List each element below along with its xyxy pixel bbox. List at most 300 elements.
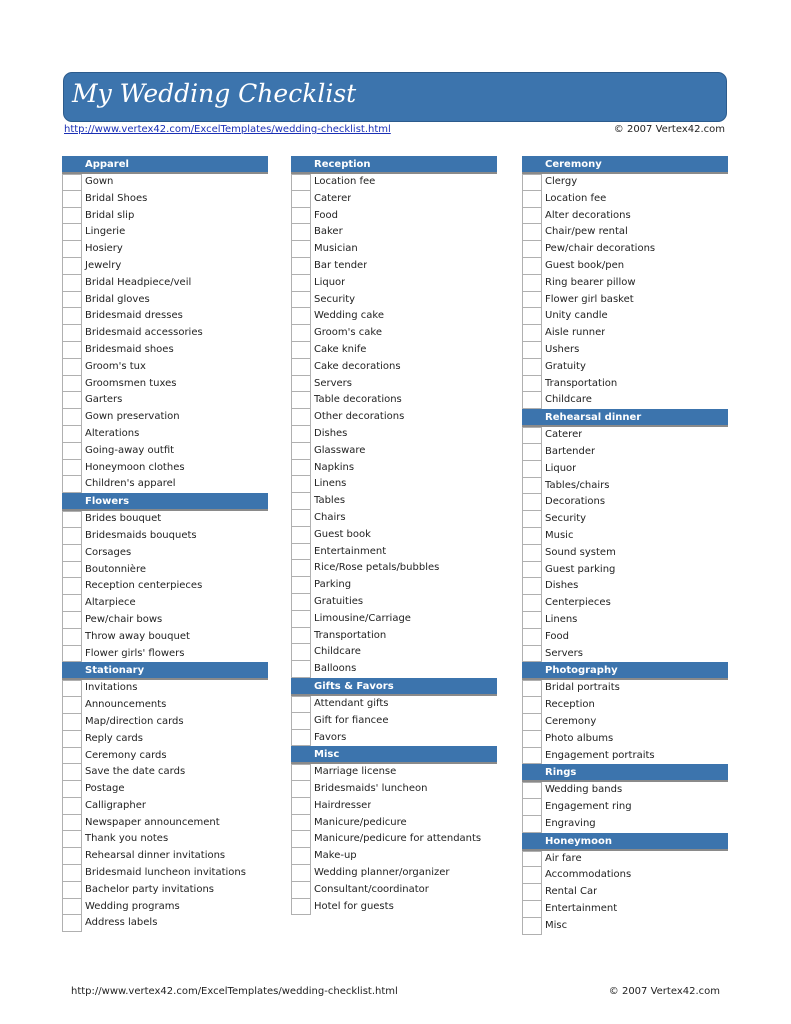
checklist-item — [62, 629, 268, 646]
checklist-item — [291, 342, 497, 359]
item-checkbox[interactable] — [62, 629, 82, 646]
checklist-item — [291, 443, 497, 460]
checklist-item — [522, 901, 728, 918]
item-label: Gift for fiancee — [314, 714, 389, 726]
item-checkbox[interactable] — [62, 308, 82, 325]
item-checkbox[interactable] — [291, 241, 311, 258]
item-checkbox[interactable] — [291, 764, 311, 781]
item-label: Gratuities — [314, 595, 364, 607]
checklist-item — [522, 562, 728, 579]
checklist-item — [62, 376, 268, 393]
item-checkbox[interactable] — [522, 275, 542, 292]
item-checkbox[interactable] — [62, 646, 82, 663]
checklist-item — [522, 799, 728, 816]
item-checkbox[interactable] — [291, 342, 311, 359]
checklist-item — [522, 478, 728, 495]
item-label: Bar tender — [314, 259, 368, 271]
checklist-item — [291, 544, 497, 561]
item-label: Attendant gifts — [314, 697, 389, 709]
item-checkbox[interactable] — [522, 851, 542, 868]
item-checkbox[interactable] — [291, 409, 311, 426]
item-label: Bridesmaids' luncheon — [314, 783, 428, 795]
checklist-item — [522, 444, 728, 461]
checklist-item — [522, 325, 728, 342]
checklist-item — [522, 612, 728, 629]
item-checkbox[interactable] — [291, 308, 311, 325]
checklist-item — [62, 646, 268, 663]
checklist-item — [62, 612, 268, 629]
checklist-item — [291, 476, 497, 493]
item-label: Bridesmaid luncheon invitations — [85, 867, 246, 879]
section-header: Honeymoon — [522, 833, 728, 851]
item-checkbox[interactable] — [291, 325, 311, 342]
item-checkbox[interactable] — [291, 661, 311, 678]
item-checkbox[interactable] — [522, 578, 542, 595]
item-label: Baker — [314, 226, 343, 238]
section-header: Flowers — [62, 493, 268, 511]
item-checkbox[interactable] — [62, 392, 82, 409]
item-label: Postage — [85, 783, 125, 795]
item-checkbox[interactable] — [522, 731, 542, 748]
item-label: Decorations — [545, 496, 606, 508]
item-checkbox[interactable] — [291, 815, 311, 832]
item-checkbox[interactable] — [522, 901, 542, 918]
item-label: Aisle runner — [545, 327, 606, 339]
item-checkbox[interactable] — [62, 680, 82, 697]
item-checkbox[interactable] — [62, 275, 82, 292]
item-checkbox[interactable] — [62, 697, 82, 714]
item-label: Bridesmaid accessories — [85, 327, 203, 339]
item-checkbox[interactable] — [62, 528, 82, 545]
item-checkbox[interactable] — [522, 816, 542, 833]
checklist-item — [62, 460, 268, 477]
item-checkbox[interactable] — [62, 224, 82, 241]
item-label: Wedding bands — [545, 784, 623, 796]
checklist-item — [62, 443, 268, 460]
checklist-item — [522, 714, 728, 731]
checklist-item — [522, 528, 728, 545]
checklist-item — [291, 510, 497, 527]
item-checkbox[interactable] — [522, 342, 542, 359]
item-checkbox[interactable] — [291, 275, 311, 292]
item-checkbox[interactable] — [62, 258, 82, 275]
item-checkbox[interactable] — [522, 359, 542, 376]
item-checkbox[interactable] — [522, 782, 542, 799]
item-checkbox[interactable] — [62, 460, 82, 477]
item-checkbox[interactable] — [291, 831, 311, 848]
checklist-item — [522, 461, 728, 478]
item-checkbox[interactable] — [62, 443, 82, 460]
checklist-item — [291, 426, 497, 443]
item-checkbox[interactable] — [291, 191, 311, 208]
item-label: Favors — [314, 731, 347, 743]
checklist-item — [291, 527, 497, 544]
item-checkbox[interactable] — [62, 578, 82, 595]
item-checkbox[interactable] — [291, 644, 311, 661]
item-label: Corsages — [85, 546, 132, 558]
checklist-item — [62, 258, 268, 275]
item-label: Rental Car — [545, 886, 598, 898]
item-label: Balloons — [314, 663, 357, 675]
item-checkbox[interactable] — [291, 443, 311, 460]
item-checkbox[interactable] — [62, 781, 82, 798]
item-label: Bridesmaids bouquets — [85, 529, 197, 541]
item-checkbox[interactable] — [291, 560, 311, 577]
checklist-item — [62, 409, 268, 426]
item-label: Chair/pew rental — [545, 226, 628, 238]
item-label: Reception — [545, 699, 595, 711]
item-checkbox[interactable] — [522, 545, 542, 562]
title-banner — [63, 72, 727, 122]
checklist-item — [62, 798, 268, 815]
item-label: Centerpieces — [545, 597, 611, 609]
checklist-item — [291, 392, 497, 409]
item-label: Food — [314, 209, 338, 221]
page-title: My Wedding Checklist — [72, 79, 357, 108]
item-checkbox[interactable] — [62, 915, 82, 932]
item-label: Linens — [314, 478, 347, 490]
item-label: Groomsmen tuxes — [85, 377, 177, 389]
checklist-item — [522, 342, 728, 359]
item-checkbox[interactable] — [62, 612, 82, 629]
checklist-item — [291, 628, 497, 645]
item-label: Guest parking — [545, 563, 616, 575]
item-checkbox[interactable] — [62, 764, 82, 781]
item-checkbox[interactable] — [522, 308, 542, 325]
item-checkbox[interactable] — [522, 478, 542, 495]
item-checkbox[interactable] — [291, 611, 311, 628]
item-label: Dishes — [545, 580, 579, 592]
item-checkbox[interactable] — [291, 359, 311, 376]
item-checkbox[interactable] — [522, 392, 542, 409]
checklist-column-3 — [522, 156, 728, 935]
item-checkbox[interactable] — [522, 427, 542, 444]
item-label: Ceremony — [545, 715, 597, 727]
item-checkbox[interactable] — [291, 460, 311, 477]
item-label: Thank you notes — [85, 833, 169, 845]
item-checkbox[interactable] — [522, 376, 542, 393]
item-label: Boutonnière — [85, 563, 147, 575]
item-checkbox[interactable] — [522, 224, 542, 241]
item-checkbox[interactable] — [522, 528, 542, 545]
item-checkbox[interactable] — [291, 258, 311, 275]
checklist-item — [62, 174, 268, 191]
item-checkbox[interactable] — [522, 867, 542, 884]
item-checkbox[interactable] — [62, 208, 82, 225]
item-checkbox[interactable] — [62, 325, 82, 342]
item-label: Calligrapher — [85, 799, 146, 811]
item-label: Newspaper announcement — [85, 816, 220, 828]
item-label: Entertainment — [545, 903, 618, 915]
item-label: Engraving — [545, 817, 596, 829]
item-label: Throw away bouquet — [85, 630, 190, 642]
checklist-item — [522, 680, 728, 697]
item-checkbox[interactable] — [62, 359, 82, 376]
item-checkbox[interactable] — [522, 562, 542, 579]
checklist-item — [291, 376, 497, 393]
item-label: Photo albums — [545, 732, 614, 744]
item-checkbox[interactable] — [522, 697, 542, 714]
item-checkbox[interactable] — [291, 848, 311, 865]
item-checkbox[interactable] — [522, 799, 542, 816]
item-label: Transportation — [314, 629, 387, 641]
item-label: Bridesmaid dresses — [85, 310, 183, 322]
item-checkbox[interactable] — [291, 713, 311, 730]
checklist-item — [291, 208, 497, 225]
checklist-item — [522, 376, 728, 393]
item-checkbox[interactable] — [62, 342, 82, 359]
item-checkbox[interactable] — [522, 612, 542, 629]
item-label: Location fee — [314, 176, 376, 187]
item-label: Childcare — [314, 646, 361, 658]
item-checkbox[interactable] — [62, 426, 82, 443]
checklist-item — [62, 731, 268, 748]
item-checkbox[interactable] — [62, 731, 82, 748]
checklist-item — [522, 191, 728, 208]
item-checkbox[interactable] — [291, 510, 311, 527]
checklist-item — [291, 577, 497, 594]
item-checkbox[interactable] — [291, 882, 311, 899]
item-checkbox[interactable] — [62, 241, 82, 258]
item-label: Hotel for guests — [314, 900, 394, 912]
item-label: Cake knife — [314, 343, 367, 355]
item-label: Liquor — [314, 276, 346, 288]
footer-url: http://www.vertex42.com/ExcelTemplates/wedding-checklist.html — [71, 986, 398, 997]
checklist-item — [522, 494, 728, 511]
item-label: Save the date cards — [85, 766, 186, 778]
checklist-item — [291, 493, 497, 510]
item-label: Pew/chair decorations — [545, 243, 656, 255]
item-checkbox[interactable] — [522, 208, 542, 225]
item-checkbox[interactable] — [522, 325, 542, 342]
checklist-item — [522, 224, 728, 241]
item-checkbox[interactable] — [291, 392, 311, 409]
item-checkbox[interactable] — [291, 628, 311, 645]
item-checkbox[interactable] — [291, 426, 311, 443]
item-label: Garters — [85, 394, 123, 406]
item-label: Altarpiece — [85, 597, 136, 609]
checklist-item — [62, 781, 268, 798]
item-label: Table decorations — [314, 394, 402, 406]
item-checkbox[interactable] — [291, 730, 311, 747]
section-header: Apparel — [62, 156, 268, 174]
item-label: Caterer — [545, 429, 583, 441]
item-label: Ring bearer pillow — [545, 276, 636, 288]
section-header: Reception — [291, 156, 497, 174]
item-label: Address labels — [85, 917, 158, 929]
checklist-item — [62, 748, 268, 765]
item-label: Bartender — [545, 445, 596, 457]
item-checkbox[interactable] — [62, 882, 82, 899]
checklist-item — [291, 308, 497, 325]
item-checkbox[interactable] — [522, 174, 542, 191]
item-checkbox[interactable] — [291, 224, 311, 241]
item-label: Bridal Shoes — [85, 192, 148, 204]
item-label: Announcements — [85, 699, 167, 711]
checklist-item — [62, 831, 268, 848]
item-checkbox[interactable] — [522, 241, 542, 258]
item-checkbox[interactable] — [291, 781, 311, 798]
checklist-item — [62, 697, 268, 714]
item-checkbox[interactable] — [62, 848, 82, 865]
item-checkbox[interactable] — [522, 680, 542, 697]
item-checkbox[interactable] — [522, 511, 542, 528]
checklist-item — [62, 342, 268, 359]
item-checkbox[interactable] — [291, 493, 311, 510]
item-label: Misc — [545, 919, 568, 931]
item-checkbox[interactable] — [62, 191, 82, 208]
item-label: Bridal slip — [85, 209, 135, 221]
item-checkbox[interactable] — [291, 577, 311, 594]
item-label: Musician — [314, 243, 358, 255]
item-label: Ceremony cards — [85, 749, 167, 761]
section-header: Rehearsal dinner — [522, 409, 728, 427]
checklist-item — [522, 731, 728, 748]
checklist-item — [522, 208, 728, 225]
item-checkbox[interactable] — [291, 476, 311, 493]
item-label: Engagement portraits — [545, 749, 655, 761]
checklist-column-2 — [291, 156, 497, 915]
item-label: Parking — [314, 579, 352, 591]
item-checkbox[interactable] — [62, 831, 82, 848]
item-checkbox[interactable] — [522, 748, 542, 765]
item-checkbox[interactable] — [62, 545, 82, 562]
item-checkbox[interactable] — [62, 292, 82, 309]
item-label: Bridal Headpiece/veil — [85, 276, 192, 288]
item-label: Rehearsal dinner invitations — [85, 850, 226, 862]
checklist-item — [62, 392, 268, 409]
item-label: Food — [545, 630, 569, 642]
item-label: Children's apparel — [85, 478, 176, 490]
item-checkbox[interactable] — [291, 798, 311, 815]
item-label: Jewelry — [85, 259, 122, 271]
item-checkbox[interactable] — [522, 494, 542, 511]
checklist-item — [291, 831, 497, 848]
item-checkbox[interactable] — [291, 292, 311, 309]
item-checkbox[interactable] — [291, 899, 311, 916]
item-label: Linens — [545, 613, 578, 625]
item-checkbox[interactable] — [522, 595, 542, 612]
section-header: Gifts & Favors — [291, 678, 497, 696]
item-checkbox[interactable] — [522, 461, 542, 478]
item-label: Security — [314, 293, 356, 305]
item-label: Groom's cake — [314, 327, 382, 339]
item-checkbox[interactable] — [522, 918, 542, 935]
item-checkbox[interactable] — [522, 646, 542, 663]
checklist-item — [522, 545, 728, 562]
item-label: Limousine/Carriage — [314, 612, 411, 624]
item-checkbox[interactable] — [62, 798, 82, 815]
checklist-item — [62, 292, 268, 309]
checklist-item — [291, 882, 497, 899]
item-checkbox[interactable] — [62, 899, 82, 916]
item-label: Bachelor party invitations — [85, 883, 214, 895]
item-label: Invitations — [85, 682, 138, 694]
item-label: Manicure/pedicure — [314, 816, 407, 828]
item-checkbox[interactable] — [62, 376, 82, 393]
item-label: Guest book/pen — [545, 259, 625, 271]
item-checkbox[interactable] — [291, 544, 311, 561]
item-checkbox[interactable] — [291, 527, 311, 544]
item-label: Unity candle — [545, 310, 608, 322]
item-checkbox[interactable] — [62, 409, 82, 426]
item-label: Location fee — [545, 192, 607, 204]
checklist-item — [291, 730, 497, 747]
item-checkbox[interactable] — [291, 696, 311, 713]
footer-copyright: © 2007 Vertex42.com — [608, 986, 720, 997]
item-label: Gratuity — [545, 360, 586, 372]
checklist-item — [522, 918, 728, 935]
checklist-item — [291, 409, 497, 426]
template-link[interactable]: http://www.vertex42.com/ExcelTemplates/wedding-checklist.html — [64, 124, 391, 135]
item-label: Engagement ring — [545, 801, 632, 813]
item-checkbox[interactable] — [291, 208, 311, 225]
item-label: Flower girls' flowers — [85, 647, 185, 659]
checklist-item — [62, 241, 268, 258]
checklist-item — [62, 275, 268, 292]
item-label: Wedding programs — [85, 900, 180, 912]
item-checkbox[interactable] — [522, 629, 542, 646]
checklist-item — [62, 191, 268, 208]
checklist-item — [291, 815, 497, 832]
item-checkbox[interactable] — [62, 595, 82, 612]
item-checkbox[interactable] — [522, 258, 542, 275]
item-checkbox[interactable] — [522, 292, 542, 309]
item-checkbox[interactable] — [522, 191, 542, 208]
checklist-item — [291, 560, 497, 577]
checklist-item — [291, 275, 497, 292]
item-label: Hosiery — [85, 243, 123, 255]
checklist-item — [62, 476, 268, 493]
item-checkbox[interactable] — [62, 748, 82, 765]
item-checkbox[interactable] — [522, 444, 542, 461]
item-checkbox[interactable] — [522, 884, 542, 901]
item-checkbox[interactable] — [62, 865, 82, 882]
checklist-item — [291, 594, 497, 611]
item-label: Entertainment — [314, 545, 387, 557]
item-label: Accommodations — [545, 869, 632, 881]
checklist-item — [522, 782, 728, 799]
item-checkbox[interactable] — [62, 476, 82, 493]
checklist-item — [522, 867, 728, 884]
item-checkbox[interactable] — [62, 714, 82, 731]
item-label: Other decorations — [314, 411, 405, 423]
checklist-item — [62, 865, 268, 882]
item-checkbox[interactable] — [62, 815, 82, 832]
item-checkbox[interactable] — [62, 174, 82, 191]
checklist-item — [522, 292, 728, 309]
item-checkbox[interactable] — [291, 865, 311, 882]
item-label: Marriage license — [314, 766, 397, 778]
item-checkbox[interactable] — [522, 714, 542, 731]
item-label: Childcare — [545, 394, 592, 406]
section-header: Ceremony — [522, 156, 728, 174]
checklist-item — [291, 359, 497, 376]
item-checkbox[interactable] — [291, 594, 311, 611]
item-label: Map/direction cards — [85, 715, 184, 727]
item-checkbox[interactable] — [291, 174, 311, 191]
checklist-item — [62, 511, 268, 528]
item-checkbox[interactable] — [291, 376, 311, 393]
checklist-item — [291, 661, 497, 678]
checklist-item — [291, 460, 497, 477]
checklist-item — [522, 308, 728, 325]
checklist-item — [62, 915, 268, 932]
item-checkbox[interactable] — [62, 562, 82, 579]
item-checkbox[interactable] — [62, 511, 82, 528]
checklist-item — [291, 848, 497, 865]
checklist-item — [522, 697, 728, 714]
